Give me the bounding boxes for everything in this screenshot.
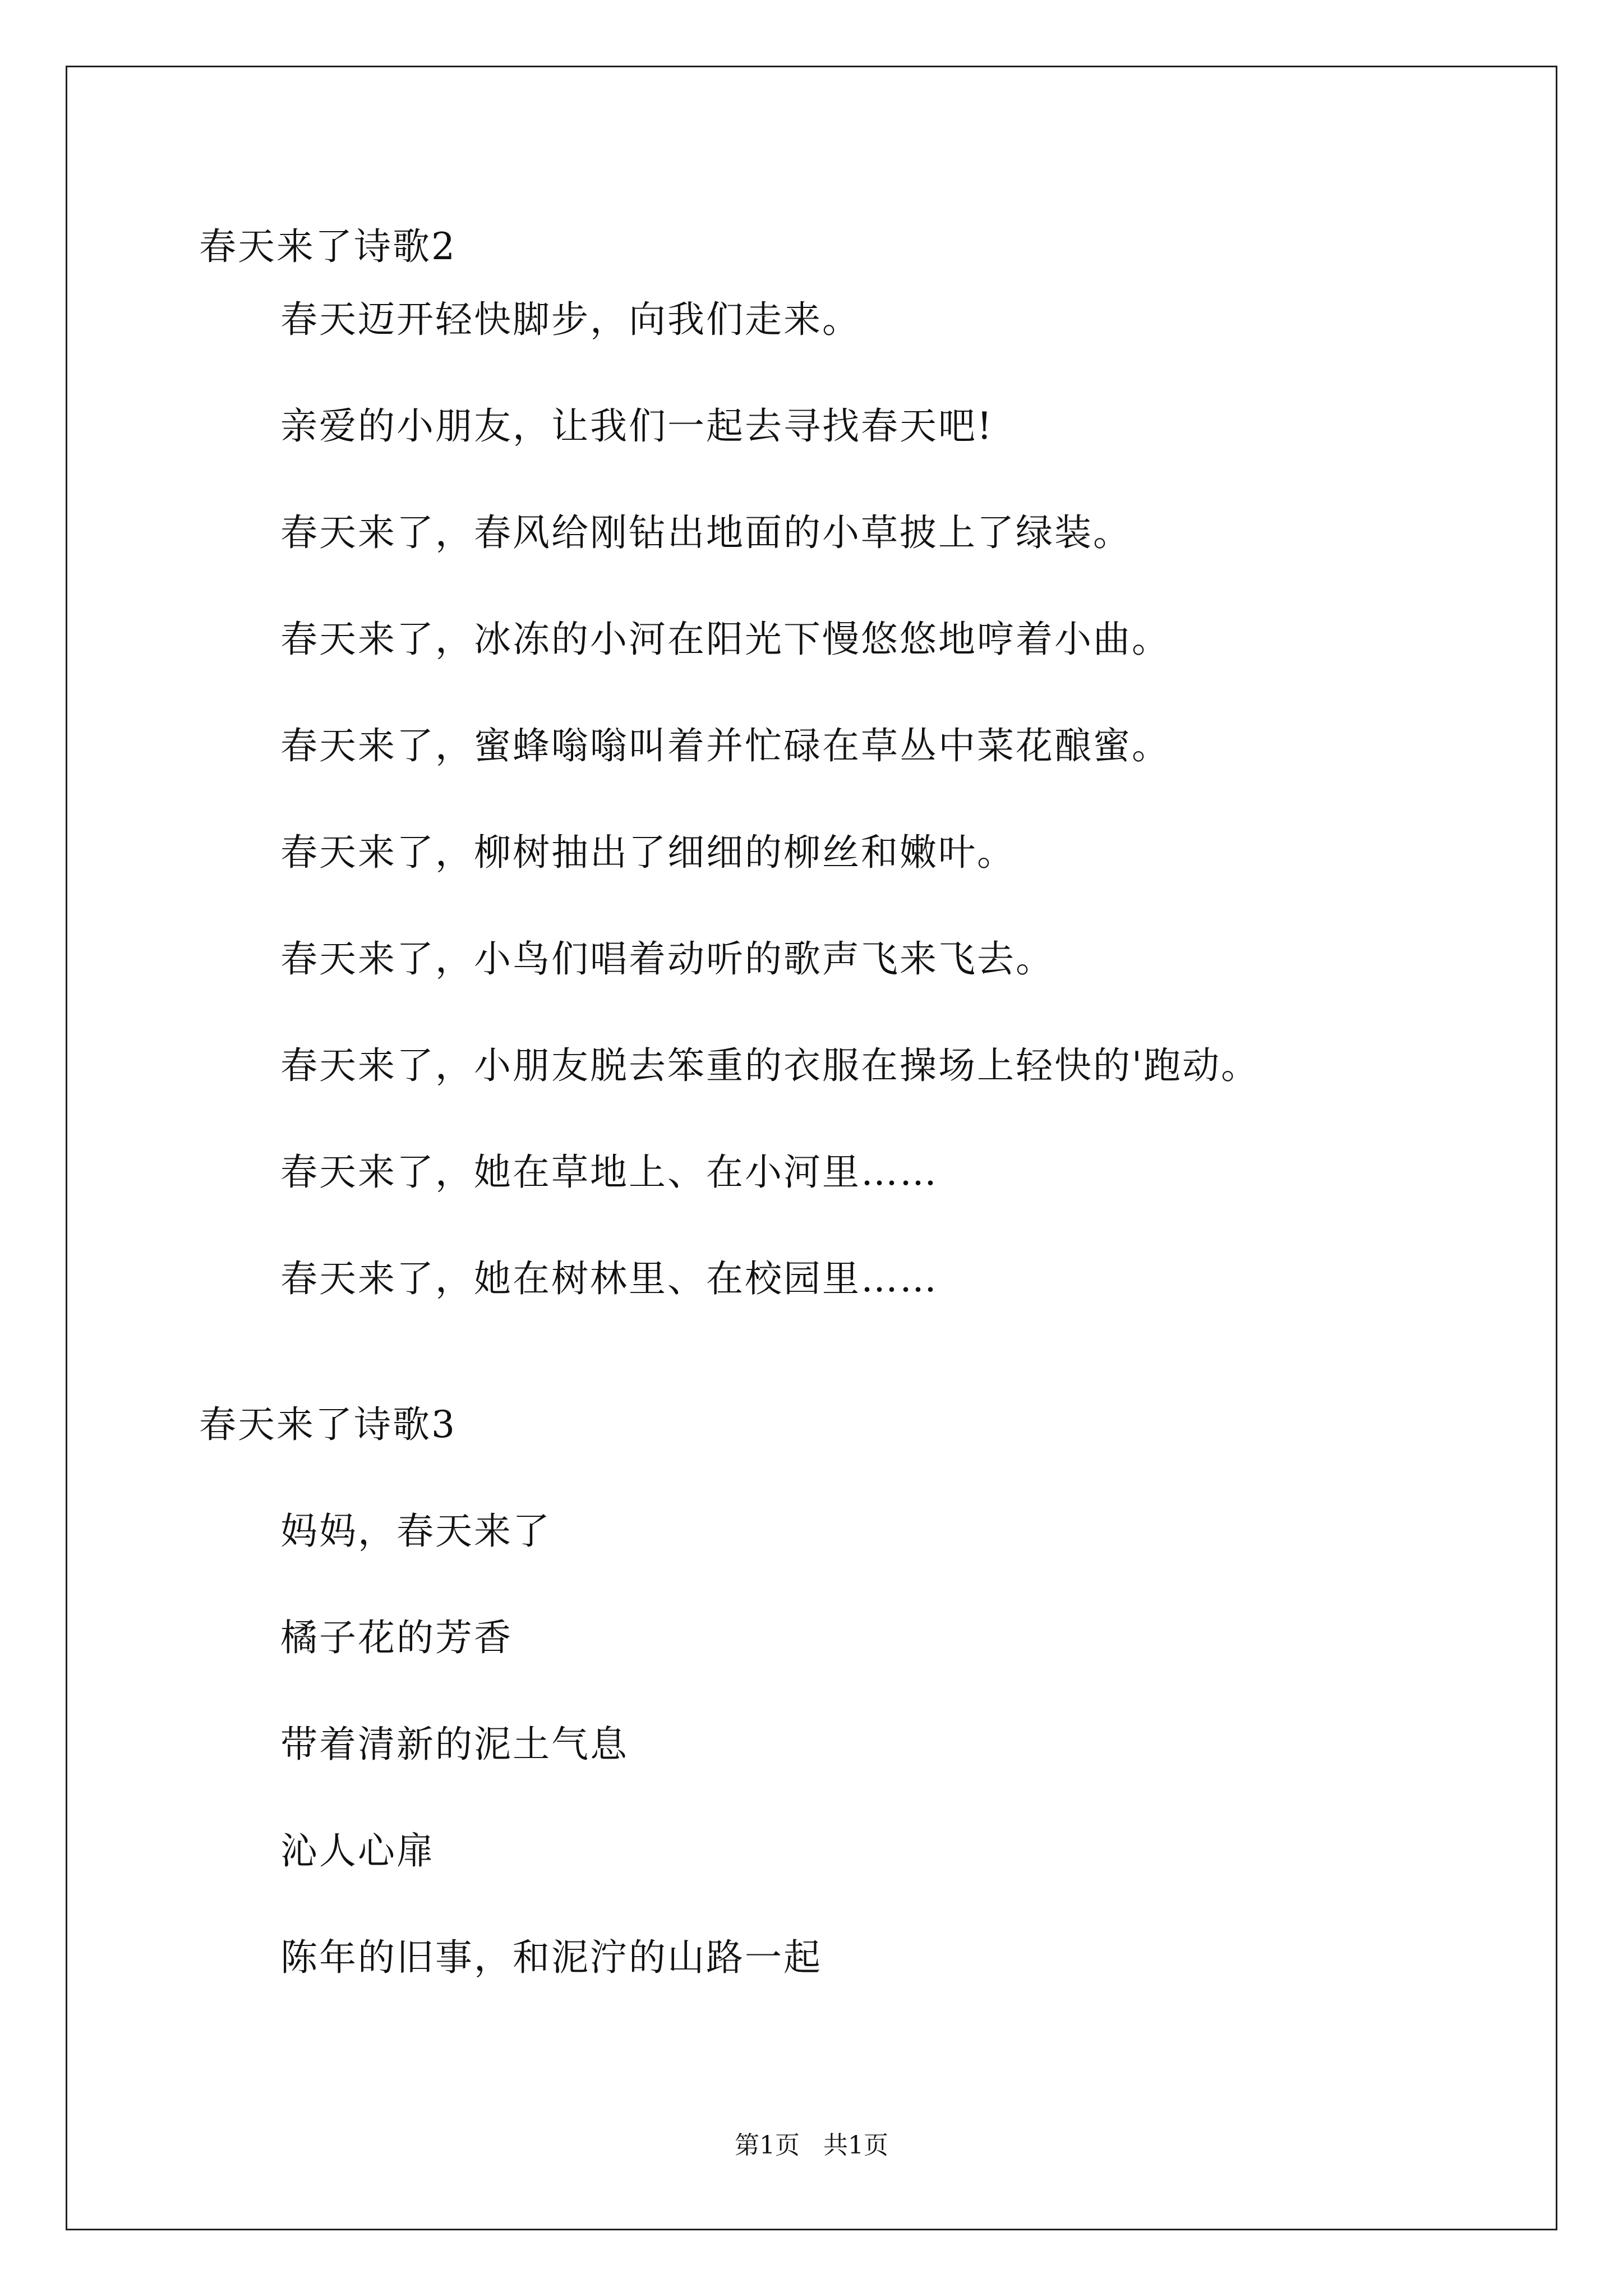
poem-line: 春天来了，冰冻的小河在阳光下慢悠悠地哼着小曲。	[280, 618, 1170, 661]
poem-line: 沁人心扉	[280, 1829, 435, 1872]
poem-line: 春天来了，她在草地上、在小河里……	[280, 1151, 938, 1194]
poem-line: 妈妈，春天来了	[280, 1510, 551, 1553]
page-border	[66, 66, 1557, 2230]
section-title: 春天来了诗歌3	[199, 1403, 457, 1446]
poem-line: 陈年的旧事，和泥泞的山路一起	[280, 1936, 822, 1979]
poem-line: 春天来了，春风给刚钻出地面的小草披上了绿装。	[280, 511, 1132, 554]
poem-line: 春天来了，她在树林里、在校园里……	[280, 1257, 938, 1300]
poem-line: 亲爱的小朋友，让我们一起去寻找春天吧!	[280, 404, 994, 448]
poem-line: 春天来了，小鸟们唱着动听的歌声飞来飞去。	[280, 937, 1054, 981]
poem-line: 春天来了，柳树抽出了细细的柳丝和嫩叶。	[280, 831, 1016, 874]
poem-line: 带着清新的泥土气息	[280, 1723, 629, 1766]
poem-line: 春天来了，小朋友脱去笨重的衣服在操场上轻快的'跑动。	[280, 1044, 1260, 1087]
poem-line: 春天来了，蜜蜂嗡嗡叫着并忙碌在草丛中菜花酿蜜。	[280, 724, 1170, 767]
poem-line: 橘子花的芳香	[280, 1616, 513, 1659]
page-footer: 第1页 共1页	[735, 2131, 888, 2160]
section-title: 春天来了诗歌2	[199, 225, 457, 268]
poem-line: 春天迈开轻快脚步，向我们走来。	[280, 298, 861, 341]
